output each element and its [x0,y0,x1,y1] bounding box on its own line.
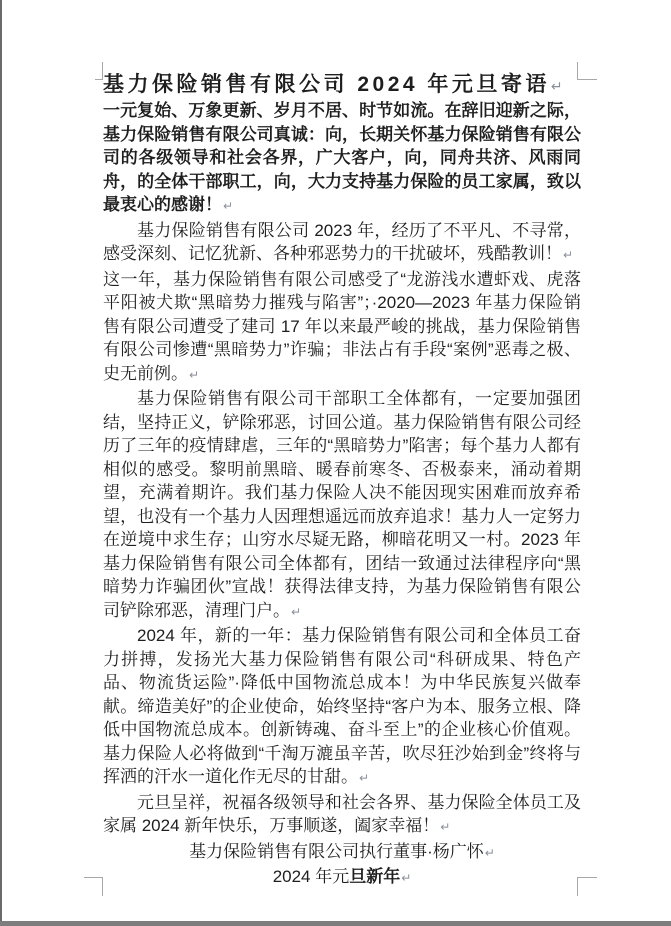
paragraph-mark-icon: ↵ [401,871,412,885]
title-text: 基力保险销售有限公司 2024 年元旦寄语 [103,73,550,96]
paragraph-text: 这一年，基力保险销售有限公司感受了“龙游浅水遭虾戏、虎落平阳被犬欺“黑暗势力摧残与陷害”；·2020—2023 年基力保险销售有限公司遭受了建司 17 年以来最严峻的挑战，基力保险销售有限公司惨遭“黑暗势力”诈骗；非法占有手段“案例”恶毒之极、史无前例。 [103,269,581,383]
paragraph[interactable] [103,387,581,624]
text-segment: 旦新年 [349,867,401,886]
paragraph[interactable] [103,791,581,840]
document-body[interactable] [103,99,581,891]
paragraph-mark-icon: ↵ [440,820,451,834]
paragraph-mark-icon: ↵ [291,604,302,619]
margin-crop-mark-bottom-left [84,877,103,896]
page-left-edge [0,0,2,921]
paragraph-mark-icon: ↵ [359,771,370,785]
text-segment: 2024 年元 [272,867,350,886]
paragraph[interactable] [103,268,581,388]
paragraph-text [273,867,401,886]
margin-crop-mark-top-left [95,62,103,80]
paragraph-text: 基力保险销售有限公司执行董事·杨广怀 [189,841,484,861]
paragraph-text: 2024 年，新的一年：基力保险销售有限公司和全体员工奋力拼搏，发扬光大基力保险销售有限公司“科研成果、特色产品、物流货运险”·降低中国物流总成本！为中华民族复兴做奉献。缔造美好”的企业使命，始终坚持“客户为本、服务立根、降低中国物流总成本。创新铸魂、奋斗至上”的企业核心价值观。基力保险人必将做到“千淘万漉虽辛苦，吹尽狂沙始到金”终将与挥洒的汗水一道化作无尽的甘甜。 [103,626,581,786]
paragraph[interactable] [103,99,581,219]
document-title[interactable] [103,72,581,99]
paragraph-mark-icon: ↵ [223,199,234,213]
paragraph-mark-icon: ↵ [484,845,495,860]
paragraph-text: 基力保险销售有限公司 2023 年，经历了不平凡、不寻常，感受深刻、记忆犹新、各种邪恶势力的干扰破坏，残酷教训！ [103,220,581,263]
paragraph[interactable] [103,219,581,268]
paragraph[interactable] [103,624,581,791]
paragraph-mark-icon: ↵ [563,248,574,262]
background-below-page [0,921,671,926]
paragraph-mark-icon: ↵ [550,78,563,94]
paragraph-text: 基力保险销售有限公司干部职工全体都有，一定要加强团结，坚持正义，铲除邪恶，讨回公道。基力保险销售有限公司经历了三年的疫情肆虐，三年的“黑暗势力”陷害；每个基力人都有相似的感受。黎明前黑暗、暖春前寒冬、否极泰来，涌动着期望，充满着期许。我们基力保险人决不能因现实困难而放弃希望，也没有一个基力人因理想遥远而放弃追求！基力人一定努力在逆境中求生存；山穷水尽疑无路，柳暗花明又一村。2023 年基力保险销售有限公司全体都有，团结一致通过法律程序向“黑暗势力诈骗团伙”宣战！获得法律支持，为基力保险销售有限公司铲除邪恶，清理门户。 [103,389,581,620]
paragraph-text: 一元复始、万象更新、岁月不居、时节如流。在辞旧迎新之际，基力保险销售有限公司真诚：向，长期关怀基力保险销售有限公司的各级领导和社会各界，广大客户，向，同舟共济、风雨同舟，的全体干部职工，向，大力支持基力保险的员工家属，致以最衷心的感谢！ [103,101,581,214]
paragraph[interactable] [103,865,581,891]
document-text-area[interactable] [103,72,581,891]
paragraph-mark-icon: ↵ [189,367,200,382]
paragraph-text: 元旦呈祥，祝福各级领导和社会各界、基力保险全体员工及家属 2024 新年快乐，万事顺遂，阖家幸福！ [103,792,581,835]
paragraph[interactable] [103,840,581,866]
